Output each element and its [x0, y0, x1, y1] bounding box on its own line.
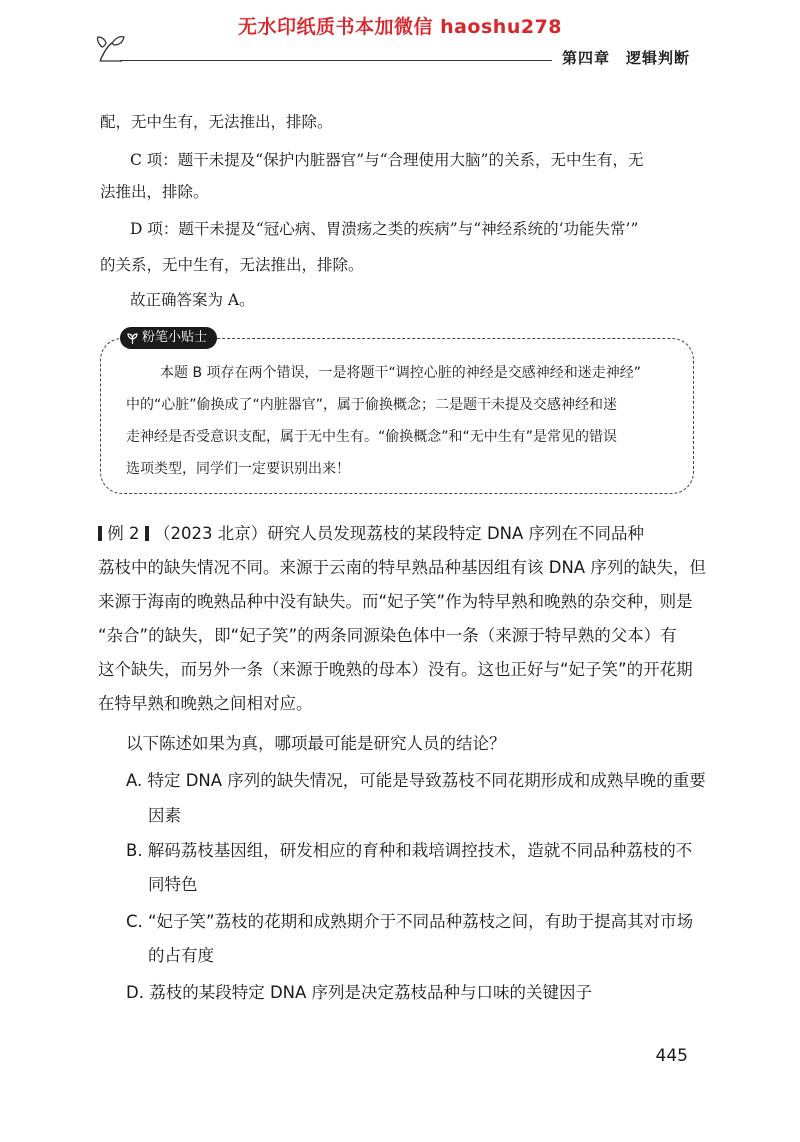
- answer-line: 故正确答案为 A。: [130, 291, 255, 309]
- option-b: B. 解码荔枝基因组，研发相应的育种和栽培调控技术，造就不同品种荔枝的不: [126, 841, 693, 860]
- option-d: D. 荔枝的某段特定 DNA 序列是决定荔枝品种与口味的关键因子: [126, 983, 593, 1002]
- leaf-icon: [126, 332, 139, 345]
- watermark-text: 无水印纸质书本加微信 haoshu278: [237, 16, 563, 38]
- example-stem-line: “杂合”的缺失，即“妃子笑”的两条同源染色体中一条（来源于特早熟的父本）有: [98, 626, 677, 645]
- analysis-line: 配，无中生有，无法推出，排除。: [100, 113, 333, 131]
- sprout-icon: [92, 33, 132, 67]
- tip-line: 走神经是否受意识支配，属于无中生有。“偷换概念”和“无中生有”是常见的错误: [126, 429, 618, 445]
- tip-badge-label: 粉笔小贴士: [142, 330, 208, 345]
- option-c-cont: 的占有度: [148, 946, 214, 965]
- chapter-title: 第四章 逻辑判断: [562, 49, 691, 67]
- example-first-line: [98, 523, 644, 545]
- option-a: A. 特定 DNA 序列的缺失情况，可能是导致荔枝不同花期形成和成熟早晚的重要: [126, 771, 706, 790]
- example-stem-line: 来源于海南的晚熟品种中没有缺失。而“妃子笑”作为特早熟和晚熟的杂交种，则是: [98, 592, 693, 611]
- example-marker-right: [145, 526, 149, 541]
- tip-line: 选项类型，同学们一定要识别出来！: [126, 461, 350, 477]
- tip-line: 本题 B 项存在两个错误，一是将题干“调控心脏的神经是交感神经和迷走神经”: [160, 365, 642, 381]
- example-stem-line: 这个缺失，而另外一条（来源于晚熟的母本）没有。这也正好与“妃子笑”的开花期: [98, 660, 693, 679]
- option-d-analysis-cont: 的关系，无中生有，无法推出，排除。: [100, 256, 364, 274]
- tip-line: 中的“心脏”偷换成了“内脏器官”，属于偷换概念；二是题干未提及交感神经和迷: [126, 397, 618, 413]
- option-c-analysis: C 项：题干未提及“保护内脏器官”与“合理使用大脑”的关系，无中生有，无: [130, 151, 644, 169]
- tip-badge: [120, 327, 217, 349]
- example-stem-line: （2023 北京）研究人员发现荔枝的某段特定 DNA 序列在不同品种: [154, 524, 645, 543]
- option-b-cont: 同特色: [148, 875, 198, 894]
- option-c-analysis-cont: 法推出，排除。: [100, 183, 209, 201]
- option-a-cont: 因素: [148, 806, 181, 825]
- example-marker-left: [98, 526, 102, 541]
- page-number: 445: [655, 1046, 688, 1066]
- example-stem-line: 荔枝中的缺失情况不同。来源于云南的特早熟品种基因组有该 DNA 序列的缺失，但: [98, 558, 706, 577]
- example-label: 例 2: [107, 524, 140, 543]
- option-c: C. “妃子笑”荔枝的花期和成熟期介于不同品种荔枝之间，有助于提高其对市场: [126, 912, 694, 931]
- example-stem-line: 在特早熟和晚熟之间相对应。: [98, 694, 313, 713]
- question-text: 以下陈述如果为真，哪项最可能是研究人员的结论？: [126, 734, 506, 753]
- option-d-analysis: D 项：题干未提及“冠心病、胃溃疡之类的疾病”与“神经系统的‘功能失常’”: [130, 220, 639, 238]
- header-rule: [120, 60, 552, 61]
